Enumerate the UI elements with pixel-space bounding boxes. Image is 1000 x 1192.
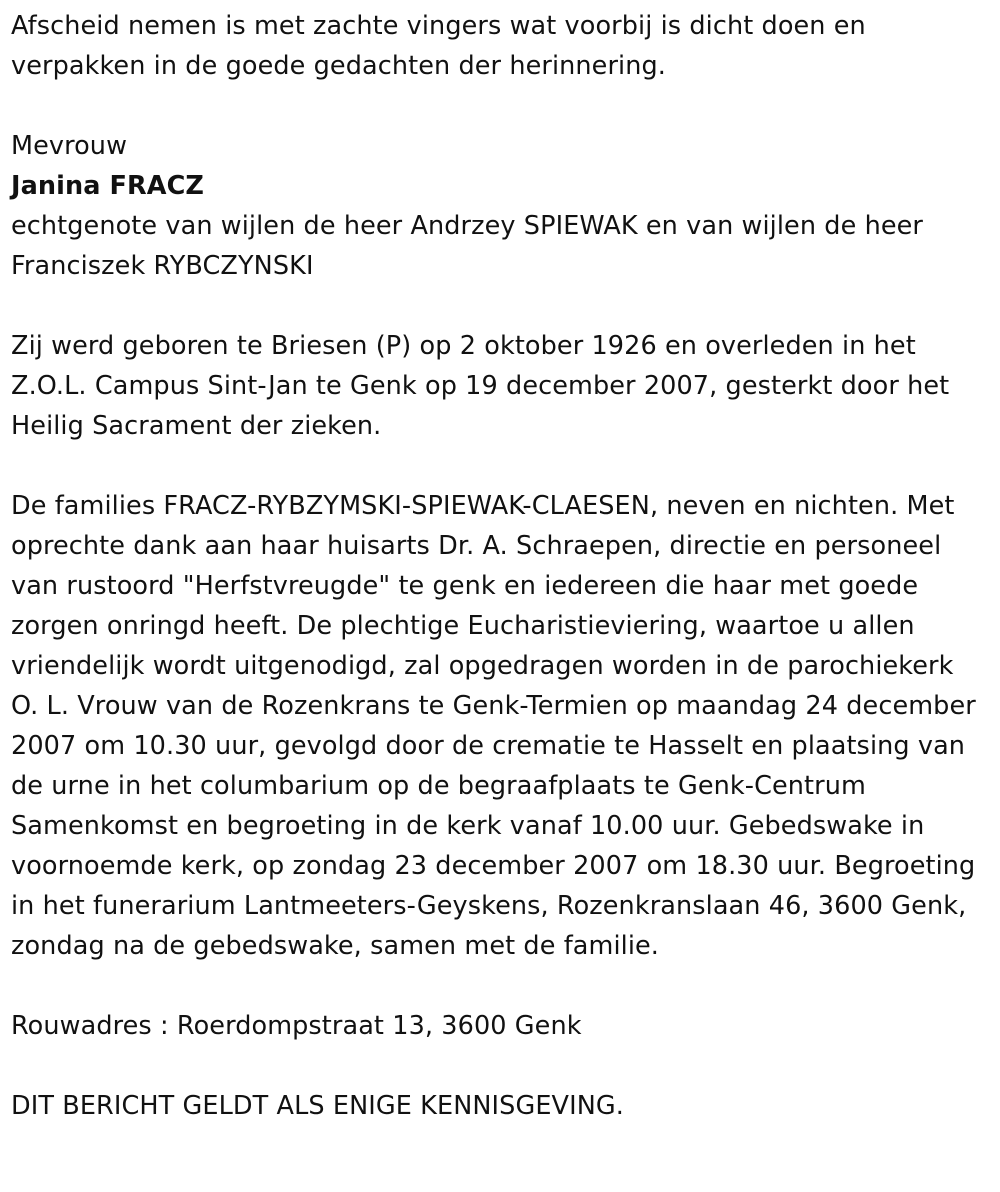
- spacer: [11, 86, 988, 126]
- closing-statement: DIT BERICHT GELDT ALS ENIGE KENNISGEVING.: [11, 1091, 624, 1121]
- spacer: [11, 966, 988, 1006]
- spacer: [11, 1046, 988, 1086]
- families-ceremony-paragraph: De families FRACZ-RYBZYMSKI-SPIEWAK-CLAESEN, neven en nichten. Met oprechte dank aan haar huisarts Dr. A. Schraepen, directie en personeel van rustoord "Herfstvreugde" te genk en iedereen die haar met goede zorgen onringd heeft. De plechtige Eucharistieviering, waartoe u allen vriendelijk wordt uitgenodigd, zal opgedragen worden in de parochiekerk O. L. Vrouw van de Rozenkrans te Genk-Termien op maandag 24 december 2007 om 10.30 uur, gevolgd door de crematie te Hasselt en plaatsing van de urne in het columbarium op de begraafplaats te Genk-Centrum Samenkomst en begroeting in de kerk vanaf 10.00 uur. Gebedswake in voornoemde kerk, op zondag 23 december 2007 om 18.30 uur. Begroeting in het funerarium Lantmeeters-Geyskens, Rozenkranslaan 46, 3600 Genk, zondag na de gebedswake, samen met de familie.: [11, 491, 976, 961]
- spouse-line: echtgenote van wijlen de heer Andrzey SPIEWAK en van wijlen de heer Franciszek RYBCZYNSKI: [11, 211, 923, 281]
- salutation: Mevrouw: [11, 131, 128, 161]
- mourning-address: Rouwadres : Roerdompstraat 13, 3600 Genk: [11, 1011, 582, 1041]
- birth-death-paragraph: Zij werd geboren te Briesen (P) op 2 oktober 1926 en overleden in het Z.O.L. Campus Sint-Jan te Genk op 19 december 2007, gesterkt door het Heilig Sacrament der zieken.: [11, 331, 950, 441]
- deceased-name: Janina FRACZ: [11, 171, 205, 201]
- spacer: [11, 446, 988, 486]
- opening-quote: Afscheid nemen is met zachte vingers wat voorbij is dicht doen en verpakken in de goede gedachten der herinnering.: [11, 11, 866, 81]
- spacer: [11, 286, 988, 326]
